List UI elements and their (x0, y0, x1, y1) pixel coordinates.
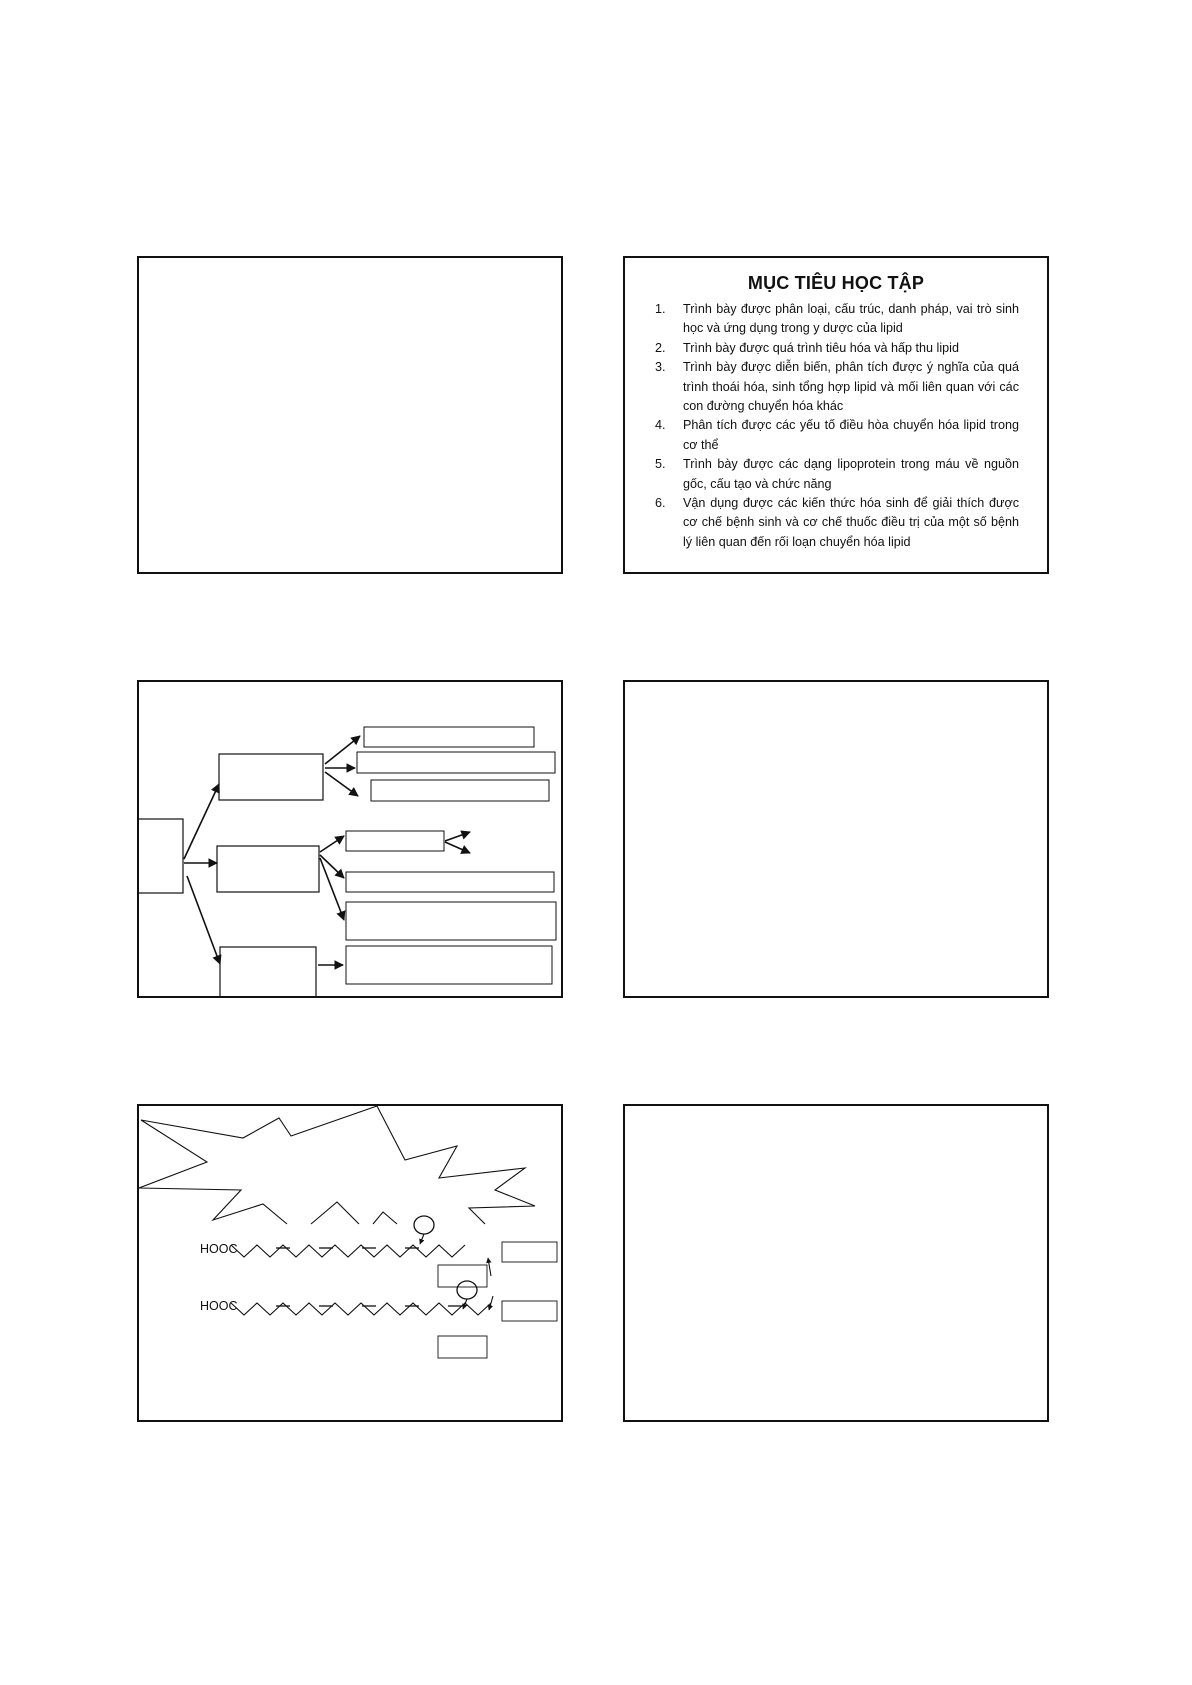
leaf-box-2a (346, 831, 444, 851)
label-box-right-2 (502, 1301, 557, 1321)
group-box-2 (217, 846, 319, 892)
leaf-box-2c (346, 902, 556, 940)
starburst-callout (139, 1106, 535, 1224)
arrow (187, 876, 220, 964)
fatty-acid-chain-1 (231, 1245, 465, 1257)
objective-item: 5. Trình bày được các dạng lipoprotein trong máu về nguồn gốc, cấu tạo và chức năng (655, 457, 1019, 491)
omega-circle-2 (457, 1281, 477, 1299)
chain-label-1: HOOC (200, 1242, 238, 1256)
objective-item: 1. Trình bày được phân loại, cấu trúc, danh pháp, vai trò sinh học và ứng dụng trong y dược của lipid (655, 302, 1019, 336)
label-box-mid-2 (438, 1336, 487, 1358)
slide-6-blank (623, 1104, 1049, 1422)
fatty-acid-diagram (139, 1106, 563, 1422)
arrow (445, 842, 470, 853)
slide-5-fatty-acid (137, 1104, 563, 1422)
arrow (325, 736, 360, 764)
objectives-list (625, 300, 1047, 552)
arrow (445, 832, 470, 841)
leaf-box-3a (346, 946, 552, 984)
classification-diagram (139, 682, 563, 998)
label-box-mid-1 (438, 1265, 487, 1287)
starburst-inner-edge (311, 1202, 359, 1224)
slide-4-blank (623, 680, 1049, 998)
leaf-box-1c (371, 780, 549, 801)
slide-1-blank (137, 256, 563, 574)
objective-item: 3. Trình bày được diễn biến, phân tích được ý nghĩa của quá trình thoái hóa, sinh tổng hợp lipid và mối liên quan với các con đường chuyển hóa khác (655, 360, 1019, 414)
leaf-box-1b (357, 752, 555, 773)
label-box-right-1 (502, 1242, 557, 1262)
chain-label-2: HOOC (200, 1299, 238, 1313)
arrow (320, 836, 344, 852)
fatty-acid-chain-2 (231, 1303, 491, 1315)
starburst-inner-edge (373, 1212, 397, 1224)
arrow (184, 784, 219, 859)
slide-3-classification-diagram (137, 680, 563, 998)
arrow (420, 1234, 424, 1244)
group-box-3 (220, 947, 316, 998)
objectives-title: MỤC TIÊU HỌC TẬP (747, 273, 925, 293)
objective-item: 2. Trình bày được quá trình tiêu hóa và hấp thu lipid (655, 340, 959, 355)
root-box (139, 819, 183, 893)
objective-item: 4. Phân tích được các yếu tố điều hòa chuyển hóa lipid trong cơ thể (655, 418, 1019, 452)
leaf-box-2b (346, 872, 554, 892)
objective-item: 6. Vận dụng được các kiến thức hóa sinh để giải thích được cơ chế bệnh sinh và cơ chế thuốc điều trị của một số bệnh lý liên quan đến rối loạn chuyển hóa lipid (655, 496, 1019, 549)
arrow (488, 1258, 491, 1276)
group-box-1 (219, 754, 323, 800)
arrow (325, 772, 358, 796)
slide-2-objectives (623, 256, 1049, 574)
omega-circle-1 (414, 1216, 434, 1234)
arrow (489, 1296, 493, 1310)
leaf-box-1a (364, 727, 534, 747)
